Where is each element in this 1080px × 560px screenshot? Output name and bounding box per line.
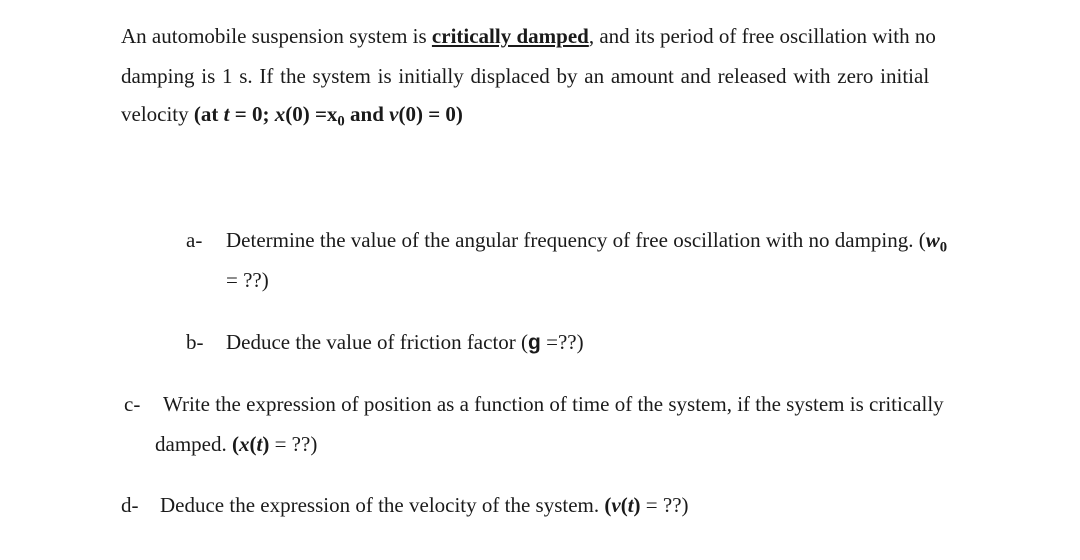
velocity-expression: v: [611, 493, 621, 517]
initial-condition: and: [344, 102, 390, 126]
question-text-body: Deduce the value of friction factor (: [226, 330, 529, 354]
question-text-body: damped.: [155, 432, 232, 456]
position-expression: x: [238, 432, 250, 456]
question-marker: b-: [186, 330, 204, 354]
question-marker: a-: [186, 228, 203, 252]
question-marker: d-: [121, 493, 139, 517]
gamma-symbol: g: [528, 331, 541, 354]
velocity-expression: t: [627, 493, 634, 517]
velocity-expression: (: [604, 493, 612, 517]
question-text: Write the expression of position as a function of time of the system, if the system is critically: [163, 392, 944, 416]
question-text: [160, 495, 689, 516]
question-text: [226, 230, 947, 255]
position-expression-tail: = ??): [269, 432, 318, 456]
initial-condition: = 0;: [229, 102, 275, 126]
initial-condition: x: [274, 102, 286, 126]
initial-condition: (at: [193, 102, 224, 126]
initial-condition: (0) = 0): [398, 102, 463, 126]
emphasis-critically-damped: critically damped: [431, 24, 589, 48]
intro-line-1: [121, 26, 936, 47]
intro-line-2: damping is 1 s. If the system is initially displaced by an amount and released with zero initial: [121, 64, 930, 88]
velocity-expression: ): [633, 493, 641, 517]
initial-condition: (0) =x: [285, 102, 338, 126]
question-marker: c-: [124, 392, 141, 416]
position-expression: (: [231, 432, 239, 456]
question-text: [226, 332, 584, 353]
initial-condition: t: [223, 102, 230, 126]
intro-text: , and its period of free oscillation with no: [588, 24, 936, 48]
omega-symbol: w: [925, 228, 940, 252]
question-text-body: Determine the value of the angular frequency of free oscillation with no damping. (: [226, 228, 926, 252]
question-text-continued: = ??): [226, 268, 269, 292]
intro-text: velocity: [121, 102, 194, 126]
question-text-continued: [155, 434, 317, 455]
position-expression: ): [262, 432, 270, 456]
initial-condition-subscript: 0: [337, 113, 345, 130]
omega-subscript: 0: [939, 239, 948, 256]
intro-line-3: [121, 104, 463, 129]
question-text-body: Deduce the expression of the velocity of the system.: [160, 493, 605, 517]
initial-condition: v: [389, 102, 399, 126]
velocity-expression: (: [620, 493, 628, 517]
intro-text: An automobile suspension system is: [121, 24, 432, 48]
position-expression: (: [249, 432, 257, 456]
question-text-body: =??): [540, 330, 584, 354]
velocity-expression-tail: = ??): [640, 493, 689, 517]
position-expression: t: [256, 432, 263, 456]
